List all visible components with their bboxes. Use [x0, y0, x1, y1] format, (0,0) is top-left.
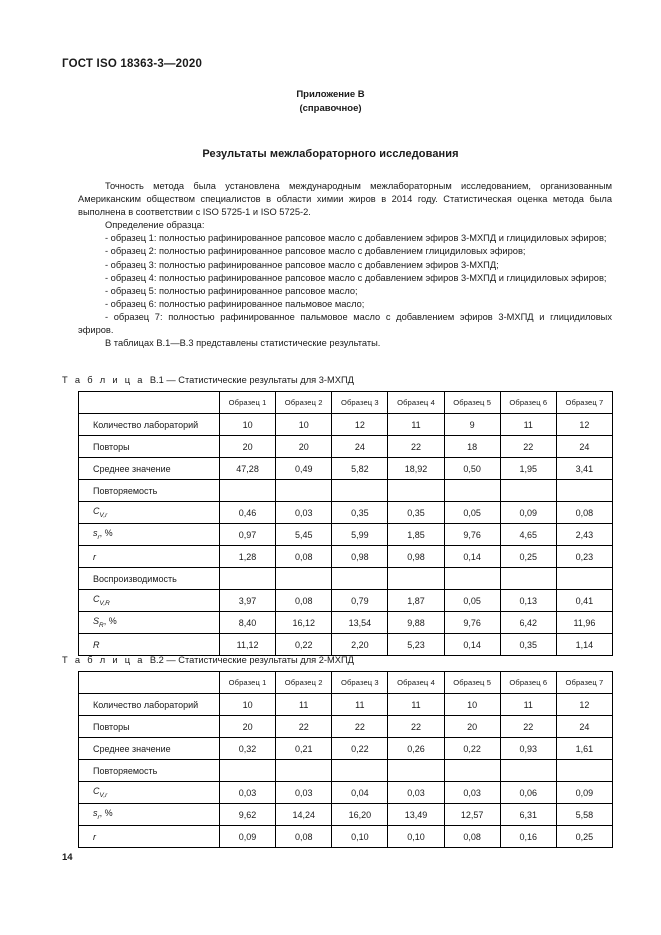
row-label: Количество лабораторий — [79, 694, 220, 716]
table-cell: 1,85 — [388, 524, 444, 546]
table-cell: 11,12 — [220, 634, 276, 656]
table-cell: 11 — [276, 694, 332, 716]
row-label: $S_R$, % — [79, 612, 220, 634]
table-row — [79, 804, 613, 826]
table-cell: 12 — [332, 414, 388, 436]
table-cell — [500, 760, 556, 782]
table-row — [79, 502, 613, 524]
table-cell: 0,32 — [220, 738, 276, 760]
table-cell: 0,08 — [556, 502, 612, 524]
table-cell: 5,99 — [332, 524, 388, 546]
table-cell: 0,05 — [444, 502, 500, 524]
table-row — [79, 458, 613, 480]
table-corner-cell — [79, 392, 220, 414]
table-cell: 0,16 — [500, 826, 556, 848]
sample-definition-lead: Определение образца: — [105, 220, 205, 231]
table-row — [79, 546, 613, 568]
table-b2-header — [79, 672, 613, 694]
table-row — [79, 568, 613, 590]
table-cell: 0,98 — [388, 546, 444, 568]
table-cell: 0,04 — [332, 782, 388, 804]
table-cell — [276, 568, 332, 590]
table-cell: 0,23 — [556, 546, 612, 568]
table-cell: 24 — [556, 716, 612, 738]
table-cell: 0,08 — [276, 590, 332, 612]
table-cell: 0,49 — [276, 458, 332, 480]
table-cell — [444, 568, 500, 590]
table-cell: 2,43 — [556, 524, 612, 546]
table-row — [79, 524, 613, 546]
table-cell: 0,03 — [220, 782, 276, 804]
table-cell: 1,61 — [556, 738, 612, 760]
row-label: Среднее значение — [79, 458, 220, 480]
table-cell: 0,08 — [276, 546, 332, 568]
table-cell: 11 — [500, 414, 556, 436]
column-header: Образец 1 — [220, 672, 276, 694]
table-cell: 20 — [220, 436, 276, 458]
list-item: - образец 4: полностью рафинированное рапсовое масло с добавлением эфиров 3-МХПД и глицидиловых эфиров; — [105, 272, 607, 283]
table-cell: 22 — [500, 716, 556, 738]
table-cell: 3,97 — [220, 590, 276, 612]
table-cell — [332, 480, 388, 502]
table-cell — [388, 480, 444, 502]
column-header: Образец 5 — [444, 672, 500, 694]
table-cell: 0,50 — [444, 458, 500, 480]
page-number: 14 — [62, 852, 73, 863]
table-cell: 1,14 — [556, 634, 612, 656]
table-cell: 0,25 — [500, 546, 556, 568]
row-label: Повторяемость — [79, 480, 220, 502]
table-cell: 0,35 — [332, 502, 388, 524]
row-label: Среднее значение — [79, 738, 220, 760]
table-row — [79, 738, 613, 760]
table-cell: 0,03 — [444, 782, 500, 804]
table-cell: 18,92 — [388, 458, 444, 480]
table-b1 — [78, 391, 613, 656]
table-row — [79, 782, 613, 804]
table-cell: 1,28 — [220, 546, 276, 568]
table-cell: 0,09 — [500, 502, 556, 524]
table-b1-caption-number: В.1 — [149, 375, 164, 385]
table-cell — [332, 568, 388, 590]
table-cell: 0,26 — [388, 738, 444, 760]
row-label: $s_r$, % — [79, 524, 220, 546]
column-header: Образец 6 — [500, 672, 556, 694]
column-header: Образец 3 — [332, 672, 388, 694]
table-row — [79, 436, 613, 458]
table-cell: 1,95 — [500, 458, 556, 480]
table-cell: 3,41 — [556, 458, 612, 480]
table-cell: 22 — [388, 436, 444, 458]
table-cell: 12,57 — [444, 804, 500, 826]
table-cell — [444, 480, 500, 502]
table-b2 — [78, 671, 613, 848]
table-b1-caption-text: — Статистические результаты для 3-МХПД — [166, 375, 354, 385]
table-cell: 20 — [444, 716, 500, 738]
table-cell: 0,22 — [276, 634, 332, 656]
table-cell: 0,93 — [500, 738, 556, 760]
annex-kind: (справочное) — [299, 102, 362, 114]
table-b1-caption — [62, 375, 354, 385]
table-cell: 22 — [388, 716, 444, 738]
table-b2-caption — [62, 655, 354, 665]
table-b2-body — [79, 694, 613, 848]
column-header: Образец 4 — [388, 672, 444, 694]
table-cell: 16,20 — [332, 804, 388, 826]
table-cell: 12 — [556, 414, 612, 436]
table-cell — [556, 568, 612, 590]
table-cell: 0,03 — [276, 782, 332, 804]
table-cell: 24 — [332, 436, 388, 458]
table-cell: 12 — [556, 694, 612, 716]
list-item: - образец 1: полностью рафинированное рапсовое масло с добавлением эфиров 3-МХПД и глицидиловых эфиров; — [105, 233, 607, 244]
table-b2-caption-text: — Статистические результаты для 2-МХПД — [166, 655, 354, 665]
tables-reference-note: В таблицах В.1—В.3 представлены статистические результаты. — [105, 338, 381, 349]
table-cell: 8,40 — [220, 612, 276, 634]
list-item: - образец 2: полностью рафинированное рапсовое масло с добавлением глицидиловых эфиров; — [105, 246, 526, 257]
column-header: Образец 5 — [444, 392, 500, 414]
table-cell: 5,82 — [332, 458, 388, 480]
intro-paragraph: Точность метода была установлена международным межлабораторным исследованием, организованным Американским обществом специалистов в области химии жиров в 2014 году. Статистическая оценка метода была выполнена в соответствии с ISO 5725-1 и ISO 5725-2. — [78, 181, 612, 218]
table-cell: 0,10 — [332, 826, 388, 848]
table-cell: 9,88 — [388, 612, 444, 634]
column-header: Образец 4 — [388, 392, 444, 414]
table-cell — [332, 760, 388, 782]
table-cell: 0,05 — [444, 590, 500, 612]
table-b1-body — [79, 414, 613, 656]
table-cell: 22 — [500, 436, 556, 458]
column-header: Образец 6 — [500, 392, 556, 414]
body-text-column — [78, 180, 612, 350]
table-cell: 10 — [276, 414, 332, 436]
table-cell: 11 — [332, 694, 388, 716]
table-cell: 0,22 — [332, 738, 388, 760]
table-cell: 9,76 — [444, 524, 500, 546]
table-cell: 11 — [388, 694, 444, 716]
table-header-row — [79, 672, 613, 694]
table-b1-caption-label: Т а б л и ц а — [62, 375, 145, 385]
table-cell: 0,14 — [444, 634, 500, 656]
table-cell: 11 — [500, 694, 556, 716]
table-cell: 47,28 — [220, 458, 276, 480]
table-cell — [500, 568, 556, 590]
table-cell — [220, 480, 276, 502]
table-cell — [556, 480, 612, 502]
table-row — [79, 590, 613, 612]
list-item: - образец 6: полностью рафинированное пальмовое масло; — [105, 298, 365, 309]
table-cell: 20 — [276, 436, 332, 458]
annex-heading — [0, 88, 661, 115]
table-cell: 0,08 — [276, 826, 332, 848]
row-label: r — [79, 826, 220, 848]
table-cell — [388, 760, 444, 782]
table-cell: 0,09 — [220, 826, 276, 848]
table-cell: 0,79 — [332, 590, 388, 612]
table-cell: 9,62 — [220, 804, 276, 826]
table-cell: 9 — [444, 414, 500, 436]
table-b1-header — [79, 392, 613, 414]
column-header: Образец 2 — [276, 672, 332, 694]
table-row — [79, 694, 613, 716]
table-row — [79, 612, 613, 634]
table-cell: 0,21 — [276, 738, 332, 760]
table-cell: 0,35 — [500, 634, 556, 656]
row-label: $s_r$, % — [79, 804, 220, 826]
table-cell: 0,22 — [444, 738, 500, 760]
table-cell: 20 — [220, 716, 276, 738]
row-label: $C_{V,R}$ — [79, 590, 220, 612]
table-cell: 6,31 — [500, 804, 556, 826]
table-cell — [220, 568, 276, 590]
table-cell: 2,20 — [332, 634, 388, 656]
table-cell: 14,24 — [276, 804, 332, 826]
table-cell: 11 — [388, 414, 444, 436]
table-cell: 0,97 — [220, 524, 276, 546]
table-cell: 0,46 — [220, 502, 276, 524]
row-label: r — [79, 546, 220, 568]
table-cell: 22 — [332, 716, 388, 738]
row-label: Повторы — [79, 716, 220, 738]
row-label: Воспроизводимость — [79, 568, 220, 590]
table-cell: 0,35 — [388, 502, 444, 524]
table-row — [79, 826, 613, 848]
table-cell: 13,49 — [388, 804, 444, 826]
column-header: Образец 3 — [332, 392, 388, 414]
table-cell: 5,23 — [388, 634, 444, 656]
list-item: - образец 5: полностью рафинированное рапсовое масло; — [105, 285, 358, 296]
table-cell: 22 — [276, 716, 332, 738]
table-cell: 11,96 — [556, 612, 612, 634]
page-title: Результаты межлабораторного исследования — [202, 148, 459, 160]
table-cell: 1,87 — [388, 590, 444, 612]
table-row — [79, 480, 613, 502]
table-cell: 0,08 — [444, 826, 500, 848]
table-row — [79, 760, 613, 782]
row-label: Повторяемость — [79, 760, 220, 782]
column-header: Образец 7 — [556, 392, 612, 414]
list-item: - образец 3: полностью рафинированное рапсовое масло с добавлением эфиров 3-МХПД; — [105, 259, 499, 270]
table-cell: 10 — [220, 694, 276, 716]
row-label: $C_{V,r}$ — [79, 782, 220, 804]
table-cell: 5,58 — [556, 804, 612, 826]
table-cell: 10 — [220, 414, 276, 436]
table-cell: 0,13 — [500, 590, 556, 612]
table-cell — [444, 760, 500, 782]
document-running-header: ГОСТ ISO 18363-3—2020 — [62, 58, 203, 70]
table-cell: 0,03 — [388, 782, 444, 804]
row-label: R — [79, 634, 220, 656]
table-b2-caption-label: Т а б л и ц а — [62, 655, 145, 665]
table-cell — [388, 568, 444, 590]
table-cell: 0,03 — [276, 502, 332, 524]
row-label: Количество лабораторий — [79, 414, 220, 436]
row-label: $C_{V,r}$ — [79, 502, 220, 524]
row-label: Повторы — [79, 436, 220, 458]
table-cell — [276, 760, 332, 782]
table-row — [79, 634, 613, 656]
table-cell: 6,42 — [500, 612, 556, 634]
table-cell: 0,09 — [556, 782, 612, 804]
table-cell: 0,98 — [332, 546, 388, 568]
table-cell — [220, 760, 276, 782]
table-cell: 18 — [444, 436, 500, 458]
table-header-row — [79, 392, 613, 414]
table-cell: 0,06 — [500, 782, 556, 804]
table-cell: 5,45 — [276, 524, 332, 546]
table-cell: 0,25 — [556, 826, 612, 848]
table-cell: 0,14 — [444, 546, 500, 568]
column-header: Образец 2 — [276, 392, 332, 414]
table-cell: 0,41 — [556, 590, 612, 612]
table-cell: 24 — [556, 436, 612, 458]
table-cell: 16,12 — [276, 612, 332, 634]
table-corner-cell — [79, 672, 220, 694]
table-cell — [556, 760, 612, 782]
table-b2-caption-number: В.2 — [149, 655, 164, 665]
table-cell: 4,65 — [500, 524, 556, 546]
table-cell: 10 — [444, 694, 500, 716]
table-cell — [500, 480, 556, 502]
table-cell: 13,54 — [332, 612, 388, 634]
column-header: Образец 7 — [556, 672, 612, 694]
table-cell: 9,76 — [444, 612, 500, 634]
table-row — [79, 716, 613, 738]
table-cell: 0,10 — [388, 826, 444, 848]
table-cell — [276, 480, 332, 502]
annex-name: Приложение В — [296, 89, 365, 100]
list-item: - образец 7: полностью рафинированное пальмовое масло с добавлением эфиров 3-МХПД и глицидиловых эфиров. — [78, 311, 612, 336]
table-row — [79, 414, 613, 436]
column-header: Образец 1 — [220, 392, 276, 414]
